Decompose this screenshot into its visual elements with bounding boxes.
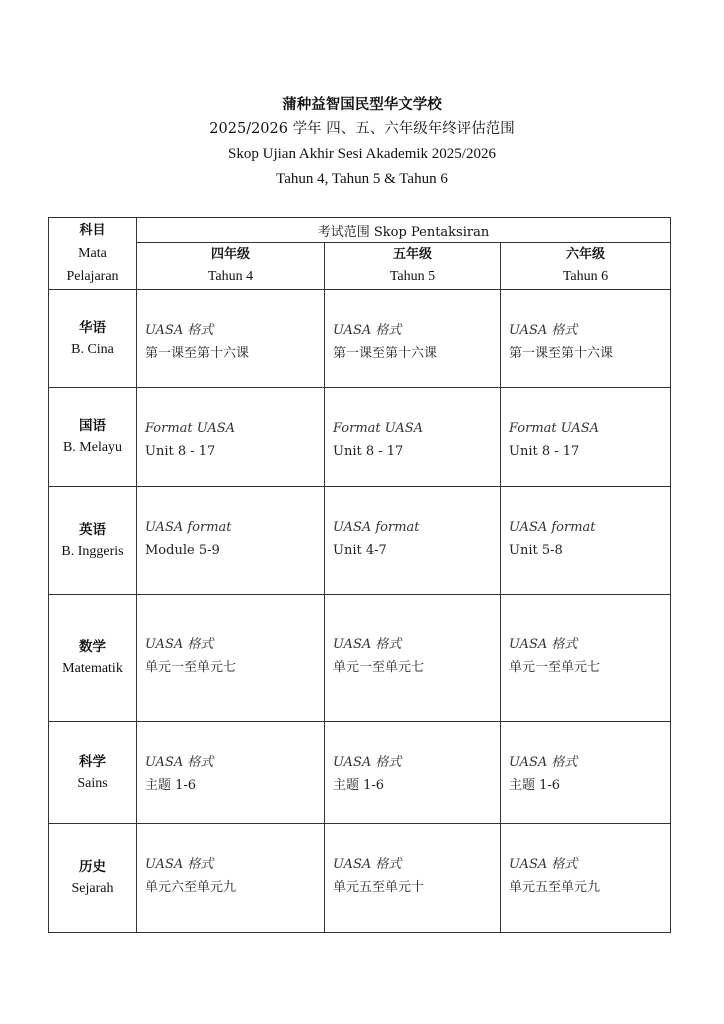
scope-format: UASA 格式 — [509, 755, 578, 770]
scope-range: Unit 5-8 — [509, 543, 563, 558]
scope-range: Unit 8 - 17 — [333, 444, 404, 459]
scope-cell — [325, 290, 501, 388]
subject-name-cn: 国语 — [79, 418, 106, 434]
title-malay: Skop Ujian Akhir Sesi Akademik 2025/2026 — [228, 146, 496, 162]
subject-name-ms: B. Inggeris — [61, 543, 124, 559]
year-header-ms: Tahun 6 — [562, 269, 609, 284]
scope-format: UASA 格式 — [333, 857, 402, 872]
scope-cell — [325, 824, 501, 933]
subject-name-cn: 英语 — [79, 521, 106, 538]
table-row — [49, 487, 671, 595]
scope-range: 单元五至单元九 — [509, 880, 601, 895]
scope-range: 单元一至单元七 — [509, 660, 601, 675]
scope-range: 单元五至单元十 — [333, 880, 425, 895]
scope-cell — [325, 487, 501, 595]
scope-cell — [137, 388, 325, 487]
scope-range: 单元一至单元七 — [145, 660, 237, 675]
scope-format: UASA 格式 — [509, 323, 578, 338]
scope-cell — [137, 824, 325, 933]
scope-cell — [137, 290, 325, 388]
scope-format: UASA 格式 — [509, 637, 578, 652]
scope-range: 主题 1-6 — [333, 778, 385, 793]
subject-header-ms-1: Mata — [78, 246, 107, 261]
scope-format: UASA 格式 — [145, 755, 214, 770]
subject-name-ms: Sains — [77, 775, 108, 791]
scope-format: Format UASA — [333, 421, 424, 436]
subject-header-ms-2: Pelajaran — [66, 269, 119, 284]
scope-range: 主题 1-6 — [509, 778, 561, 793]
scope-format: UASA 格式 — [333, 323, 402, 338]
scope-range: 第一课至第十六课 — [333, 346, 438, 361]
scope-cell — [501, 487, 671, 595]
subject-cell — [49, 290, 137, 388]
year-header-cn: 六年级 — [565, 247, 605, 262]
scope-format: UASA 格式 — [509, 857, 578, 872]
subject-name-ms: B. Melayu — [62, 440, 123, 455]
scope-range: Unit 8 - 17 — [145, 444, 216, 459]
subject-name-cn: 数学 — [79, 639, 106, 655]
scope-range: 单元六至单元九 — [145, 880, 237, 895]
subject-name-cn: 华语 — [79, 319, 106, 336]
scope-format: UASA format — [333, 520, 420, 535]
assessment-scope-table — [48, 217, 671, 933]
table-row — [49, 595, 671, 722]
scope-format: UASA format — [145, 520, 232, 535]
table-row — [49, 290, 671, 388]
scope-range: 第一课至第十六课 — [509, 346, 614, 361]
scope-format: UASA 格式 — [145, 323, 214, 338]
scope-range: 主题 1-6 — [145, 778, 197, 793]
scope-cell — [501, 722, 671, 824]
scope-range: 第一课至第十六课 — [145, 346, 250, 361]
scope-format: UASA 格式 — [145, 857, 214, 872]
subject-name-ms: Matematik — [62, 661, 123, 676]
scope-cell — [325, 595, 501, 722]
scope-cell — [137, 487, 325, 595]
subject-name-ms: Sejarah — [71, 881, 114, 896]
table-row — [49, 824, 671, 933]
scope-cell — [137, 595, 325, 722]
document-header — [0, 92, 724, 192]
subject-cell — [49, 595, 137, 722]
title-chinese: 2025/2026 学年 四、五、六年级年终评估范围 — [209, 121, 515, 137]
year-header-cn: 五年级 — [392, 247, 432, 262]
year-header-ms: Tahun 4 — [207, 269, 254, 284]
scope-header — [137, 218, 671, 243]
scope-format: UASA 格式 — [333, 637, 402, 652]
scope-header-text: 考试范围 Skop Pentaksiran — [317, 224, 490, 240]
scope-cell — [501, 824, 671, 933]
scope-cell — [501, 595, 671, 722]
scope-cell — [501, 388, 671, 487]
scope-format: Format UASA — [145, 421, 236, 436]
subject-header-cell — [49, 218, 137, 290]
year-header-ms: Tahun 5 — [389, 269, 436, 284]
scope-format: UASA format — [509, 520, 596, 535]
subject-cell — [49, 824, 137, 933]
scope-range: Unit 8 - 17 — [509, 444, 580, 459]
scope-range: Unit 4-7 — [333, 543, 387, 558]
table-row — [49, 722, 671, 824]
subject-name-cn: 历史 — [79, 859, 106, 875]
scope-format: Format UASA — [509, 421, 600, 436]
subject-cell — [49, 487, 137, 595]
scope-range: Module 5-9 — [145, 543, 220, 558]
year-header-row — [49, 243, 671, 290]
subject-name-ms: B. Cina — [71, 341, 114, 357]
table-header-row — [49, 218, 671, 243]
scope-cell — [325, 388, 501, 487]
scope-cell — [501, 290, 671, 388]
subject-cell — [49, 722, 137, 824]
scope-range: 单元一至单元七 — [333, 660, 425, 675]
subject-name-cn: 科学 — [79, 753, 106, 770]
school-name: 蒲种益智国民型华文学校 — [282, 96, 442, 113]
scope-format: UASA 格式 — [145, 637, 214, 652]
table-row — [49, 388, 671, 487]
year-header-5 — [325, 243, 501, 290]
subject-cell — [49, 388, 137, 487]
subject-header-cn: 科目 — [79, 223, 106, 238]
year-header-4 — [137, 243, 325, 290]
year-header-cn: 四年级 — [210, 247, 250, 262]
scope-cell — [325, 722, 501, 824]
year-header-6 — [501, 243, 671, 290]
scope-format: UASA 格式 — [333, 755, 402, 770]
scope-cell — [137, 722, 325, 824]
title-years: Tahun 4, Tahun 5 & Tahun 6 — [276, 171, 448, 187]
